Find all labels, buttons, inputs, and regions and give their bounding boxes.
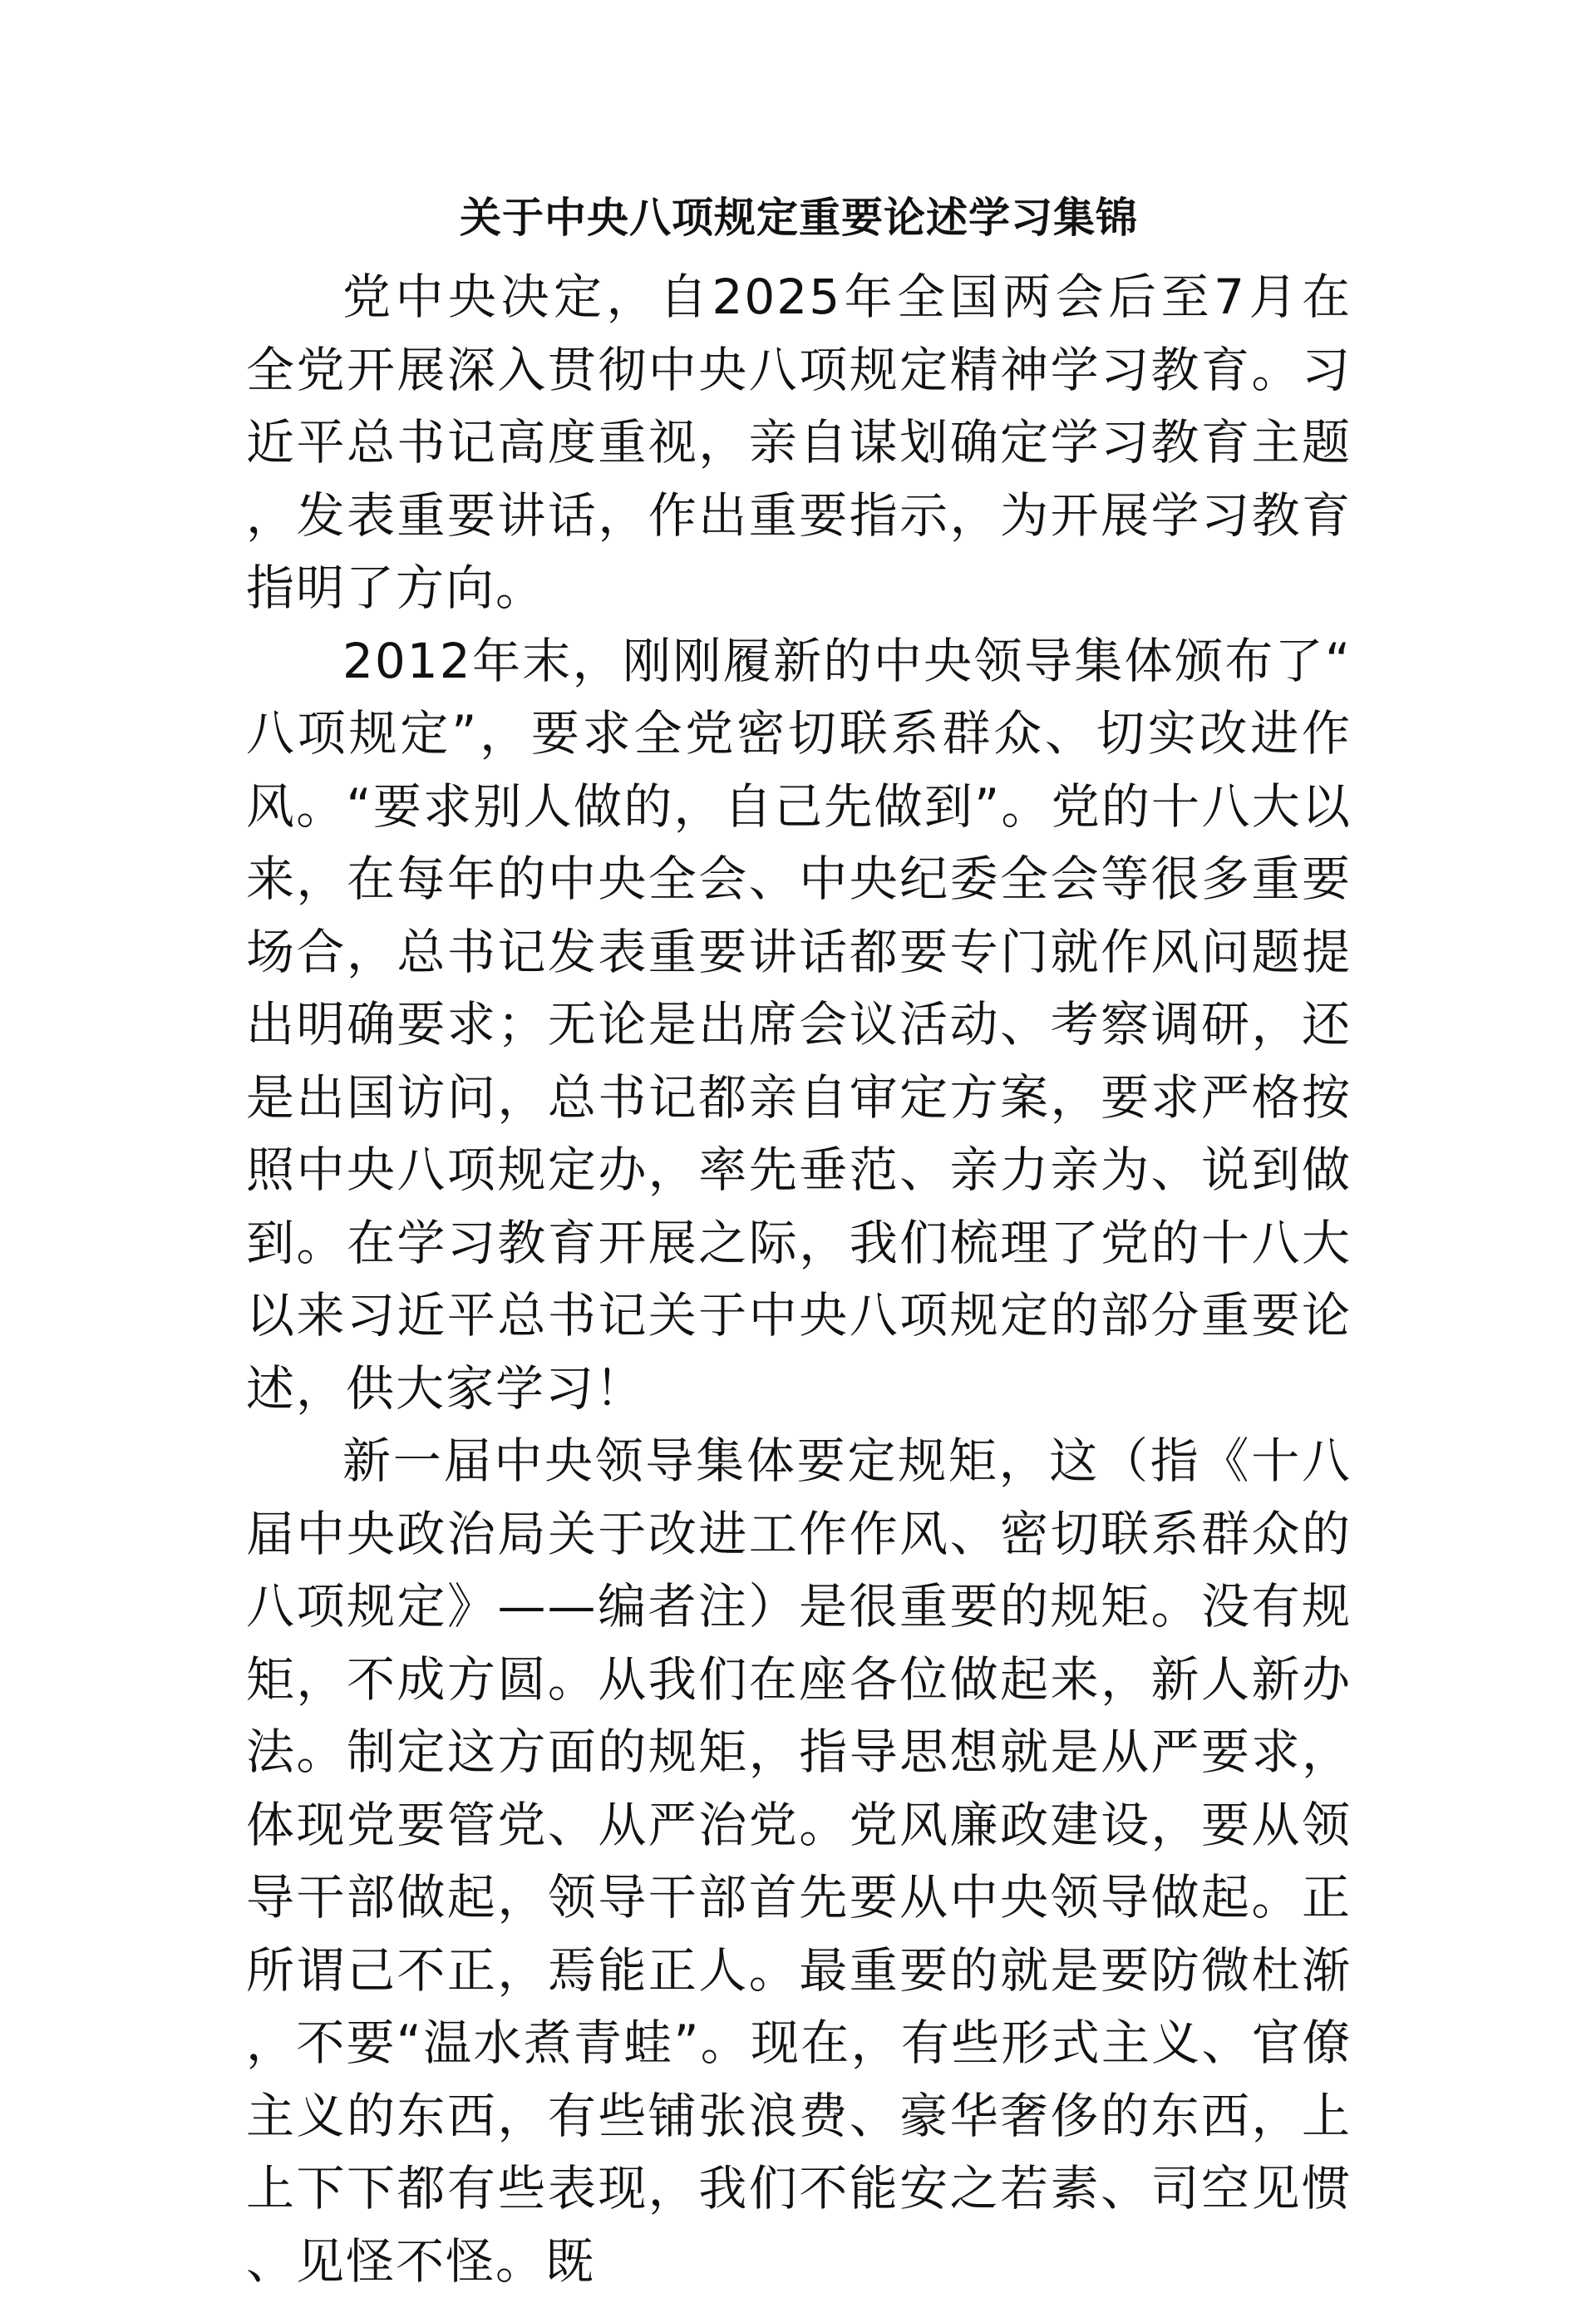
document-title: 关于中央八项规定重要论述学习集锦 <box>460 193 1138 242</box>
paragraph-intro: 党中央决定，自2025年全国两会后至7月在全党开展深入贯彻中央八项规定精神学习教育。习近平总书记高度重视，亲自谋划确定学习教育主题，发表重要讲话，作出重要指示，为开展学习教育指明了方向。 <box>246 269 1352 616</box>
paragraph-quote: 新一届中央领导集体要定规矩，这（指《十八届中央政治局关于改进工作作风、密切联系群众的八项规定》——编者注）是很重要的规矩。没有规矩，不成方圆。从我们在座各位做起来，新人新办法。制定这方面的规矩，指导思想就是从严要求，体现党要管党、从严治党。党风廉政建设，要从领导干部做起，领导干部首先要从中央领导做起。正所谓己不正，焉能正人。最重要的就是要防微杜渐，不要“温水煮青蛙”。现在，有些形式主义、官僚主义的东西，有些铺张浪费、豪华奢侈的东西，上上下下都有些表现，我们不能安之若素、司空见惯、见怪不怪。既 <box>246 1433 1352 2290</box>
document-body <box>246 185 1352 2298</box>
paragraph-background: 2012年末，刚刚履新的中央领导集体颁布了“八项规定”，要求全党密切联系群众、切实改进作风。“要求别人做的，自己先做到”。党的十八大以来，在每年的中央全会、中央纪委全会等很多重要场合，总书记发表重要讲话都要专门就作风问题提出明确要求；无论是出席会议活动、考察调研，还是出国访问，总书记都亲自审定方案，要求严格按照中央八项规定办，率先垂范、亲力亲为、说到做到。在学习教育开展之际，我们梳理了党的十八大以来习近平总书记关于中央八项规定的部分重要论述，供大家学习！ <box>246 632 1352 1417</box>
